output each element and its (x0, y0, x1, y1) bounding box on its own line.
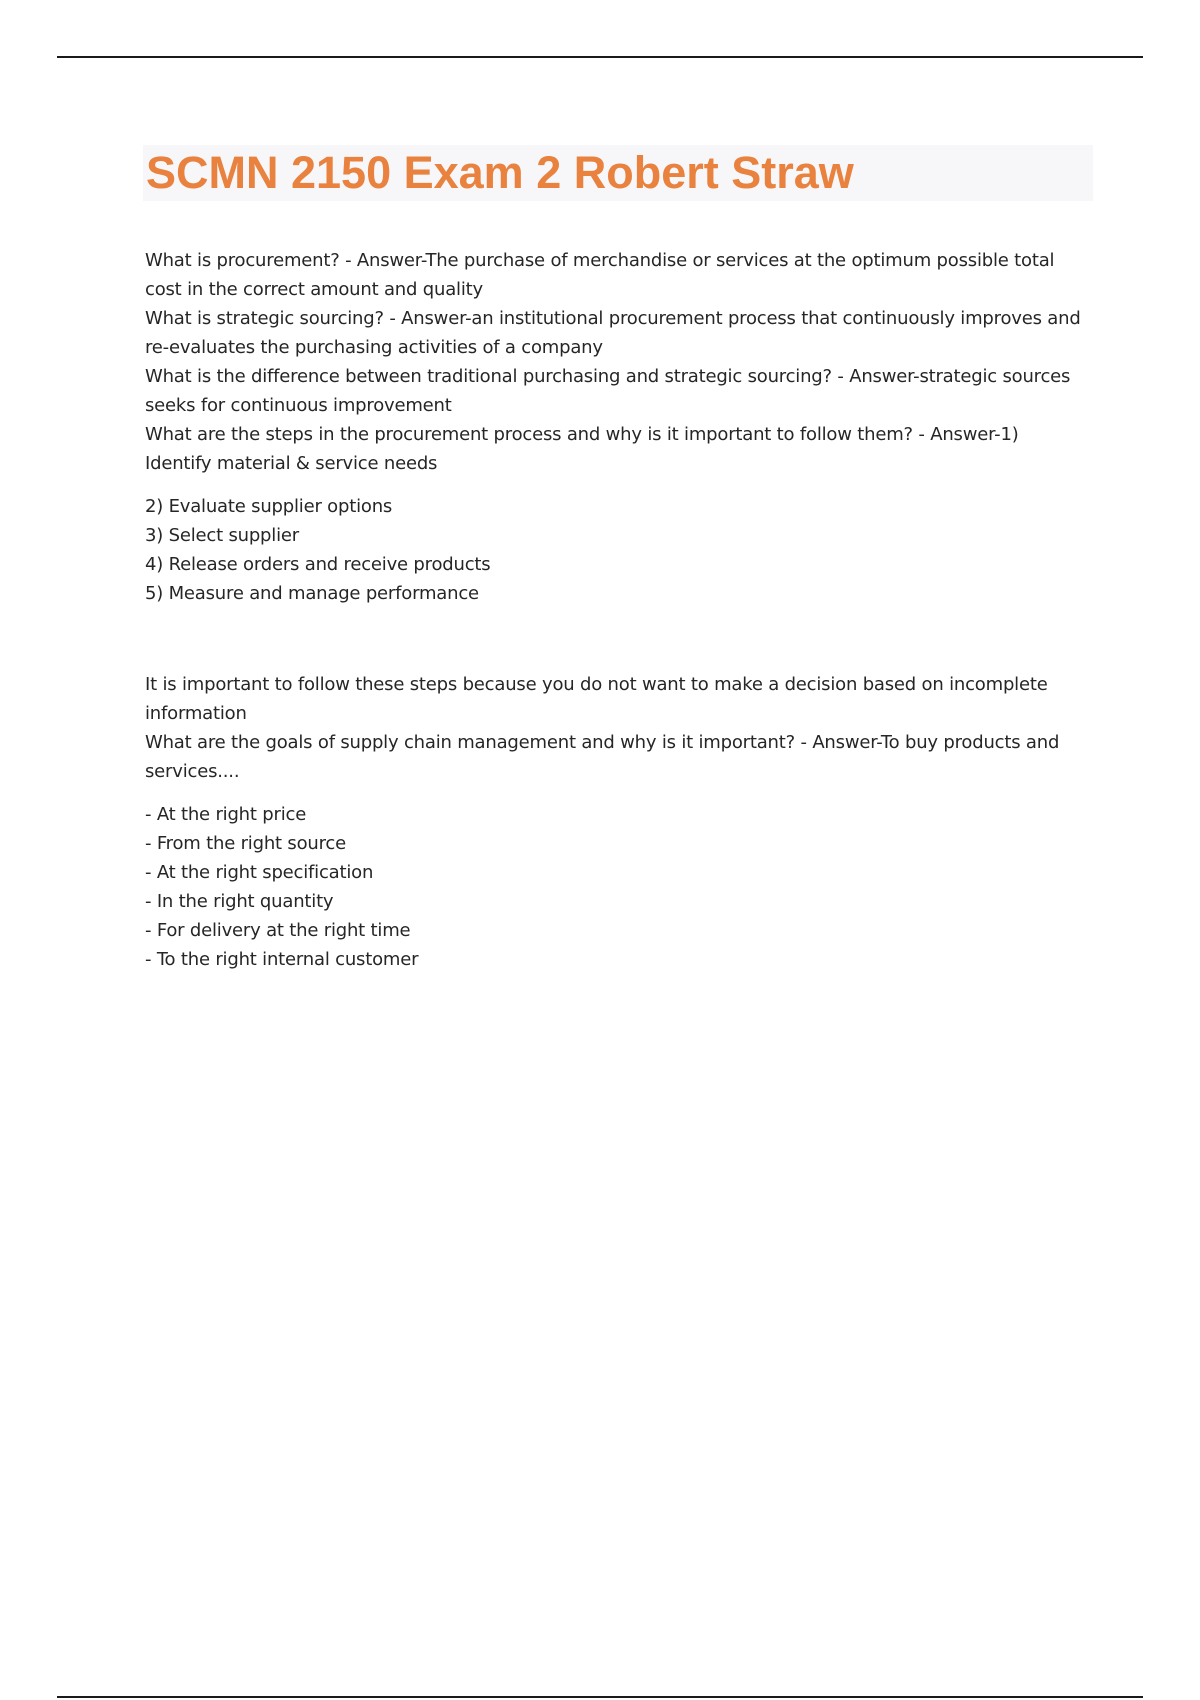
step-item: 2) Evaluate supplier options (145, 496, 393, 517)
qa-procurement-steps: What are the steps in the procurement process and why is it important to follow them? - Answer-1) Identify material & service needs (145, 424, 1019, 474)
step-item: 4) Release orders and receive products (145, 554, 491, 575)
qa-traditional-vs-strategic: What is the difference between traditional purchasing and strategic sourcing? - Answer-strategic sources seeks for continuous improvement (145, 366, 1071, 416)
qa-procurement: What is procurement? - Answer-The purchase of merchandise or services at the optimum possible total cost in the correct amount and quality (145, 250, 1055, 300)
goal-item: - At the right price (145, 804, 307, 825)
goal-item: - For delivery at the right time (145, 920, 411, 941)
step-item: 3) Select supplier (145, 525, 299, 546)
qa-strategic-sourcing: What is strategic sourcing? - Answer-an institutional procurement process that continuously improves and re-evaluates the purchasing activities of a company (145, 308, 1081, 358)
goal-item: - From the right source (145, 833, 346, 854)
goal-item: - At the right specification (145, 862, 374, 883)
qa-scm-goals: What are the goals of supply chain management and why is it important? - Answer-To buy products and services.... (145, 732, 1060, 782)
step-item: 5) Measure and manage performance (145, 583, 479, 604)
page-bottom-rule (57, 1696, 1143, 1698)
goal-item: - To the right internal customer (145, 949, 419, 970)
document-body (145, 246, 1090, 974)
steps-importance-note: It is important to follow these steps because you do not want to make a decision based on incomplete information (145, 674, 1048, 724)
page-top-rule (57, 56, 1143, 58)
document-title: SCMN 2150 Exam 2 Robert Straw (146, 147, 854, 198)
goal-item: - In the right quantity (145, 891, 334, 912)
